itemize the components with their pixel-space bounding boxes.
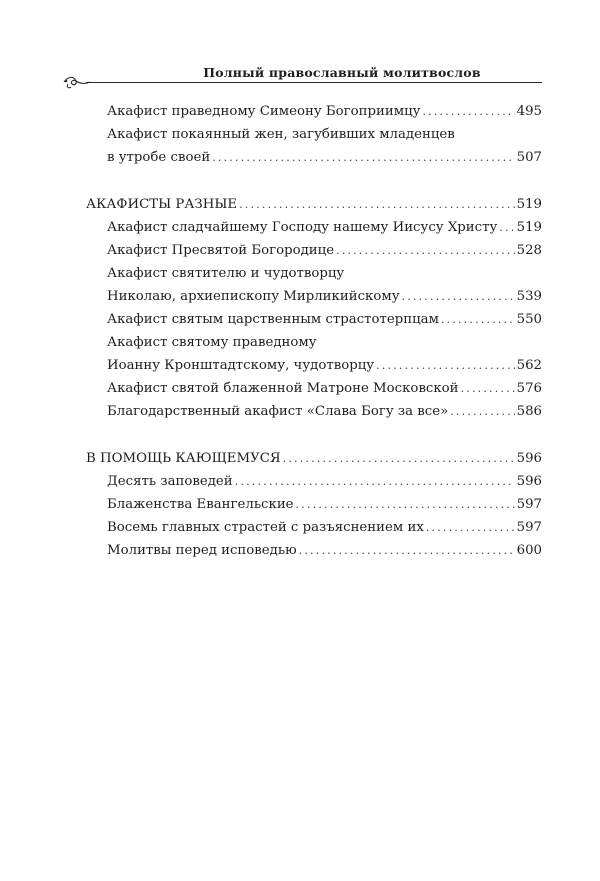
toc-entry[interactable] <box>86 216 542 239</box>
toc-entry-page: 597 <box>516 520 542 535</box>
toc-entry-page: 528 <box>516 243 542 258</box>
toc-entry-title: Восемь главных страстей с разъяснением их <box>107 520 424 535</box>
toc-entry[interactable] <box>86 146 542 169</box>
toc-entry[interactable] <box>86 516 542 539</box>
toc-dot-leader <box>441 308 515 331</box>
toc-entry-title: Иоанну Кронштадтскому, чудотворцу <box>107 358 375 373</box>
toc-entry[interactable] <box>86 354 542 377</box>
toc-entry[interactable] <box>86 285 542 308</box>
toc-entry-title: Акафист святой блаженной Матроне Московской <box>107 381 459 396</box>
toc-section-entry[interactable] <box>86 447 542 470</box>
toc-dot-leader <box>499 216 514 239</box>
toc-entry-title: Акафист Пресвятой Богородице <box>107 243 335 258</box>
toc-entry-page: 519 <box>516 220 542 235</box>
toc-entry-page: 586 <box>516 404 542 419</box>
toc-entry[interactable] <box>86 308 542 331</box>
toc-entry[interactable] <box>86 400 542 423</box>
toc-entry-title: Десять заповедей <box>107 474 233 489</box>
toc-entry-title: Акафист сладчайшему Господу нашему Иисусу Христу <box>107 220 498 235</box>
flourish-ornament-icon <box>62 72 92 90</box>
toc-entry-title: Акафист праведному Симеону Богоприимцу <box>107 104 421 119</box>
toc-entry-page: 596 <box>516 451 542 466</box>
toc-entry-page: 576 <box>516 381 542 396</box>
toc-entry-title: АКАФИСТЫ РАЗНЫЕ <box>86 197 238 212</box>
toc-entry[interactable] <box>86 100 542 123</box>
toc-section-entry[interactable] <box>86 193 542 216</box>
toc-dot-leader <box>461 377 515 400</box>
toc-dot-leader <box>426 516 515 539</box>
toc-entry-page: 507 <box>516 150 542 165</box>
section-gap <box>86 423 542 447</box>
toc-dot-leader <box>235 470 515 493</box>
toc-entry-title: в утробе своей <box>107 150 211 165</box>
toc-entry[interactable] <box>86 123 542 146</box>
toc-entry[interactable] <box>86 493 542 516</box>
table-of-contents <box>86 100 542 562</box>
toc-entry-title: В ПОМОЩЬ КАЮЩЕМУСЯ <box>86 451 281 466</box>
toc-entry-title: Акафист святому праведному <box>107 335 317 350</box>
header-rule <box>86 82 542 83</box>
toc-entry[interactable] <box>86 262 542 285</box>
toc-entry-title: Акафист святым царственным страстотерпцам <box>107 312 439 327</box>
toc-entry-page: 519 <box>516 197 542 212</box>
toc-dot-leader <box>212 146 514 169</box>
toc-dot-leader <box>422 100 514 123</box>
toc-entry[interactable] <box>86 377 542 400</box>
toc-dot-leader <box>450 400 514 423</box>
toc-entry[interactable] <box>86 539 542 562</box>
running-head-title: Полный православный молитвослов <box>203 65 481 80</box>
toc-dot-leader <box>296 493 515 516</box>
toc-entry-page: 596 <box>516 474 542 489</box>
toc-entry[interactable] <box>86 470 542 493</box>
toc-dot-leader <box>336 239 515 262</box>
toc-entry[interactable] <box>86 331 542 354</box>
toc-dot-leader <box>239 193 515 216</box>
toc-entry-page: 597 <box>516 497 542 512</box>
toc-dot-leader <box>299 539 515 562</box>
toc-entry-title: Акафист покаянный жен, загубивших младенцев <box>107 127 455 142</box>
toc-entry-title: Блаженства Евангельские <box>107 497 294 512</box>
section-gap <box>86 169 542 193</box>
toc-entry-page: 539 <box>516 289 542 304</box>
toc-dot-leader <box>402 285 515 308</box>
toc-entry-page: 600 <box>516 543 542 558</box>
page-header <box>62 58 542 90</box>
toc-entry-title: Акафист святителю и чудотворцу <box>107 266 345 281</box>
toc-dot-leader <box>283 447 515 470</box>
toc-entry-title: Молитвы перед исповедью <box>107 543 297 558</box>
toc-entry-page: 550 <box>516 312 542 327</box>
toc-entry[interactable] <box>86 239 542 262</box>
toc-entry-page: 562 <box>516 358 542 373</box>
toc-dot-leader <box>376 354 515 377</box>
toc-entry-title: Николаю, архиепископу Мирликийскому <box>107 289 400 304</box>
toc-entry-title: Благодарственный акафист «Слава Богу за все» <box>107 404 449 419</box>
toc-entry-page: 495 <box>516 104 542 119</box>
